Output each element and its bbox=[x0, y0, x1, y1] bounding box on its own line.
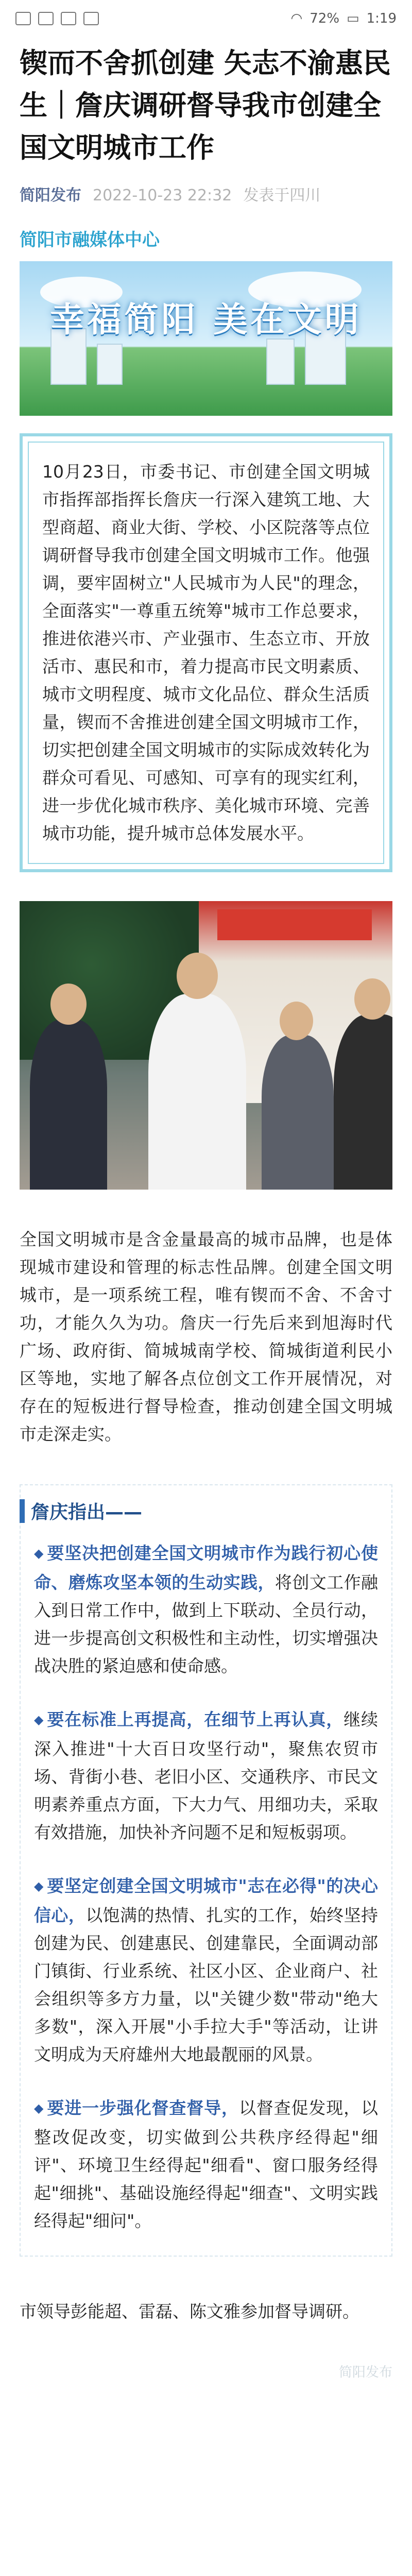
app-icon bbox=[61, 12, 76, 25]
key-point-lead: 要坚决把创建全国文明城市作为践行初心使命、磨炼攻坚本领的生动实践， bbox=[34, 1543, 378, 1592]
publish-location: 发表于四川 bbox=[243, 187, 321, 205]
diamond-icon: ◆ bbox=[34, 2101, 44, 2115]
building-decoration bbox=[97, 344, 123, 385]
app-icon bbox=[83, 12, 99, 25]
diamond-icon: ◆ bbox=[34, 1713, 44, 1727]
status-right bbox=[291, 11, 397, 26]
key-point-lead: 要进一步强化督查督导， bbox=[46, 2098, 239, 2118]
photo-person bbox=[334, 1014, 392, 1190]
key-point-item bbox=[34, 1872, 378, 2069]
key-point-item bbox=[34, 1539, 378, 1680]
clock: 1:19 bbox=[366, 11, 397, 26]
battery-icon: ▭ bbox=[347, 11, 359, 26]
end-bar bbox=[0, 2362, 412, 2401]
key-points-list bbox=[21, 1524, 391, 2256]
key-point-text: 将创文工作融入到日常工作中，做到上下联动、全员行动，进一步提高创文积极性和主动性，切实增强决战决胜的紧迫感和使命感。 bbox=[34, 1572, 379, 1676]
watermark: 简阳发布 bbox=[338, 2365, 392, 2380]
key-point-text: 以饱满的热情、扎实的工作，始终坚持创建为民、创建惠民、创建靠民，全面调动部门镇街、行业系统、社区小区、企业商户、社会组织等多方力量，以"关键少数"带动"绝大多数"，深入开展"小手拉大手"等活动，让讲文明成为天府雄州大地最靓丽的风景。 bbox=[34, 1905, 379, 2064]
key-point-item bbox=[34, 2094, 378, 2235]
banner-slogan: 幸福简阳 美在文明 bbox=[50, 300, 362, 340]
photo-person-head bbox=[50, 984, 87, 1025]
status-left-icons bbox=[15, 12, 99, 25]
news-photo bbox=[20, 901, 392, 1190]
photo-person-head bbox=[280, 1002, 313, 1040]
photo-person bbox=[262, 1035, 334, 1190]
key-points-box bbox=[20, 1484, 392, 2257]
key-point-text: 继续深入推进"十大百日攻坚行动"，聚焦农贸市场、背街小巷、老旧小区、交通秩序、市民文明素养重点方面，下大力气、用细功夫，采取有效措施，加快补齐问题不足和短板弱项。 bbox=[34, 1709, 379, 1842]
wifi-icon: ◠ bbox=[290, 11, 303, 26]
photo-person bbox=[148, 994, 246, 1190]
source-label: 简阳市融媒体中心 bbox=[20, 230, 160, 250]
diamond-icon: ◆ bbox=[34, 1546, 44, 1561]
key-point-text: 以督查促发现，以整改促改变，切实做到公共秩序经得起"细评"、环境卫生经得起"细看"、窗口服务经得起"细挑"、基础设施经得起"细查"、文明实践经得起"细问"。 bbox=[34, 2098, 379, 2231]
bottom-spacer bbox=[0, 2401, 412, 2432]
footer-paragraph: 市领导彭能超、雷磊、陈文雅参加督导调研。 bbox=[20, 2301, 359, 2321]
diamond-icon: ◆ bbox=[34, 1879, 44, 1893]
intro-frame bbox=[20, 433, 392, 872]
article-meta bbox=[0, 169, 412, 205]
message-icon bbox=[38, 12, 54, 25]
notification-icon bbox=[15, 12, 31, 25]
intro-paragraph: 10月23日，市委书记、市创建全国文明城市指挥部指挥长詹庆一行深入建筑工地、大型商超、商业大街、学校、小区院落等点位调研督导我市创建全国文明城市工作。他强调，要牢固树立"人民城市为人民"的理念，全面落实"一尊重五统筹"城市工作总要求，推进依港兴市、产业强市、生态立市、开放活市、惠民和市，着力提高市民文明素质、城市文明程度、城市文化品位、群众生活质量，锲而不舍推进创建全国文明城市工作，切实把创建全国文明城市的实际成效转化为群众可看见、可感知、可享有的现实红利，进一步优化城市秩序、美化城市环境、完善城市功能，提升城市总体发展水平。 bbox=[28, 442, 384, 864]
building-decoration bbox=[266, 338, 295, 385]
publish-time: 2022-10-23 22:32 bbox=[93, 187, 232, 205]
key-points-header bbox=[20, 1485, 391, 1524]
key-point-lead: 要坚定创建全国文明城市"志在必得"的决心信心， bbox=[34, 1876, 378, 1925]
key-point-item bbox=[34, 1706, 378, 1846]
banner-image bbox=[20, 261, 392, 416]
header-accent-bar bbox=[20, 1499, 25, 1523]
article-title: 锲而不舍抓创建 矢志不渝惠民生｜詹庆调研督导我市创建全国文明城市工作 bbox=[20, 47, 391, 164]
key-points-title: 詹庆指出—— bbox=[31, 1502, 143, 1523]
battery-level: 72% bbox=[310, 11, 340, 26]
photo-shop-sign bbox=[217, 909, 372, 940]
photo-person-head bbox=[354, 978, 390, 1020]
photo-person bbox=[30, 1020, 107, 1190]
body-paragraph: 全国文明城市是含金量最高的城市品牌，也是体现城市建设和管理的标志性品牌。创建全国文明城市，是一项系统工程，唯有锲而不舍、不舍寸功，才能久久为功。詹庆一行先后来到旭海时代广场、政府街、简城城南学校、简城街道利民小区等地，实地了解各点位创文工作开展情况，对存在的短板进行督导检查，推动创建全国文明城市走深走实。 bbox=[20, 1229, 392, 1444]
photo-person-head bbox=[177, 953, 218, 999]
status-bar bbox=[0, 0, 412, 37]
account-name-link[interactable]: 简阳发布 bbox=[20, 187, 81, 205]
key-point-lead: 要在标准上再提高，在细节上再认真， bbox=[46, 1709, 344, 1730]
